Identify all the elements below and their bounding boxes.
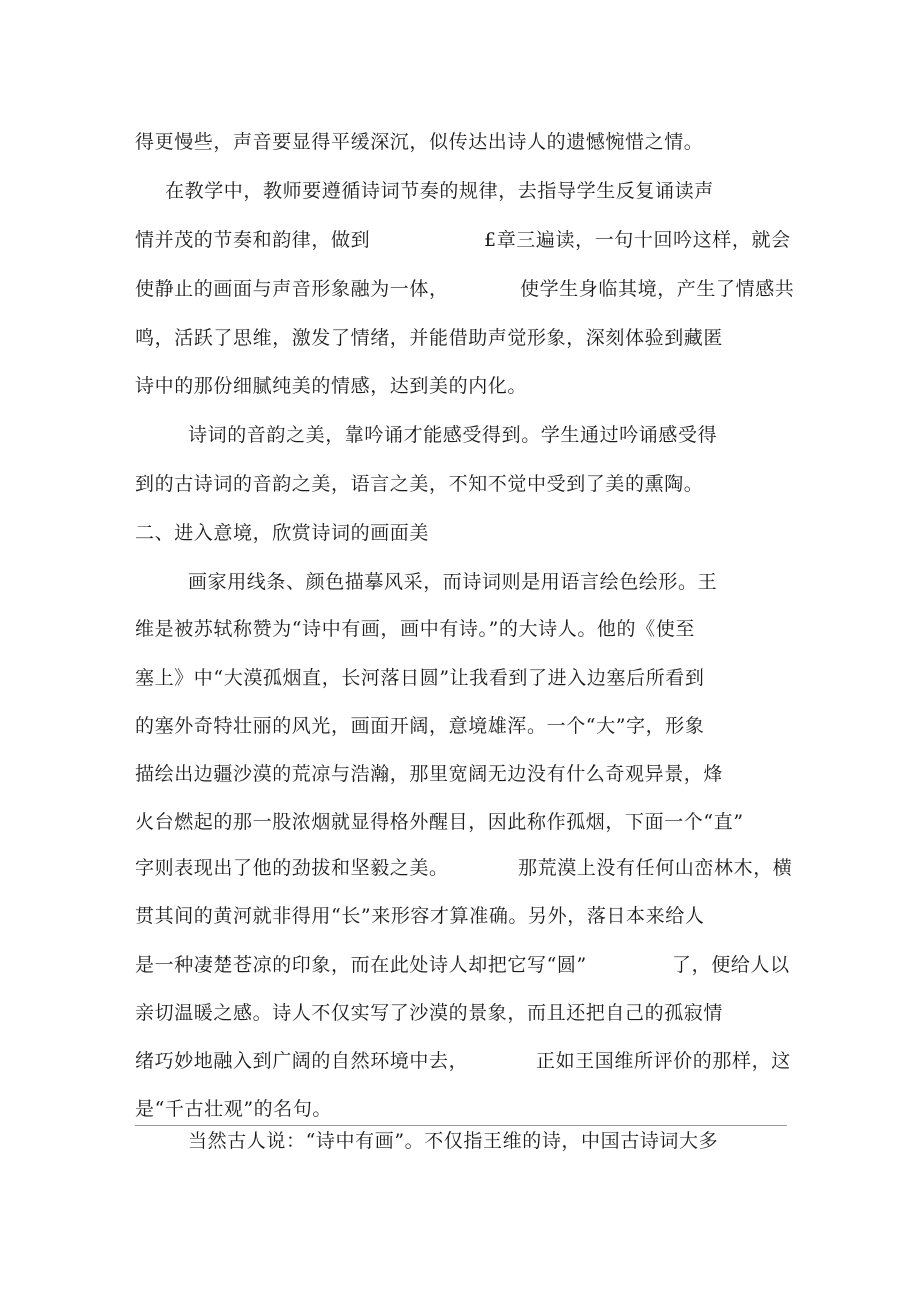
text-line-6 (135, 374, 527, 398)
text-segment: 的塞外奇特壮丽的风光，画面开阔，意境雄浑。一个“大”字，形象 (135, 715, 705, 737)
text-segment: 使学生身临其境，产生了情感共 (520, 278, 795, 300)
text-line-21 (135, 1097, 332, 1121)
text-line-16 (135, 856, 449, 880)
text-segment: 诗中的那份细腻纯美的情感，达到美的内化。 (135, 375, 528, 397)
text-line-20-cont (536, 1049, 791, 1073)
text-segment: 画家用线条、颜色描摹风采，而诗词则是用语言绘色绘形。王 (188, 571, 718, 593)
text-segment: 火台燃起的那一股浓烟就显得格外醒目，因此称作孤烟，下面一个“直” (135, 811, 744, 833)
text-segment: 是“千古壮观”的名句。 (135, 1098, 333, 1120)
text-segment: 了，便给人以 (672, 954, 790, 976)
text-segment: 维是被苏轼称赞为“诗中有画，画中有诗。”的大诗人。他的《使至 (135, 618, 695, 640)
text-segment: 诗词的音韵之美，靠吟诵才能感受得到。学生通过吟诵感受得 (188, 424, 718, 446)
text-line-2 (165, 179, 714, 203)
text-line-11 (135, 617, 695, 641)
text-segment: 二、进入意境，欣赏诗词的画面美 (135, 522, 430, 544)
text-segment: 得更慢些，声音要显得平缓深沉，似传达出诗人的遗憾惋惜之情。 (135, 131, 704, 153)
text-segment: 那荒漠上没有任何山峦林木，横 (518, 857, 793, 879)
text-line-18 (135, 953, 587, 977)
text-segment: 是一种凄楚苍凉的印象，而在此处诗人却把它写“圆” (135, 954, 587, 976)
text-line-12 (135, 666, 704, 690)
text-line-10 (188, 570, 717, 594)
text-segment: 情并茂的节奏和韵律，做到 (135, 229, 371, 251)
text-segment: 到的古诗词的音韵之美，语言之美，不知不觉中受到了美的熏陶。 (135, 473, 704, 495)
text-line-22 (188, 1129, 718, 1153)
text-segment: 描绘出边疆沙漠的荒凉与浩瀚，那里宽阔无边没有什么奇观异景，烽 (135, 763, 724, 785)
text-segment: 绪巧妙地融入到广阔的自然环境中去， (135, 1050, 469, 1072)
text-segment: 正如王国维所评价的那样，这 (536, 1050, 791, 1072)
text-segment: 鸣，活跃了思维，激发了情绪，并能借助声觉形象，深刻体验到藏匿 (135, 327, 724, 349)
text-line-4 (135, 277, 449, 301)
text-line-16-cont (518, 856, 792, 880)
text-line-4-cont (520, 277, 794, 301)
text-line-19 (135, 1001, 723, 1025)
text-line-8 (135, 472, 703, 496)
text-line-20 (135, 1049, 468, 1073)
text-segment: 在教学中，教师要遵循诗词节奏的规律，去指导学生反复诵读声 (165, 180, 714, 202)
text-segment: 使静止的画面与声音形象融为一体， (135, 278, 449, 300)
text-line-18-cont (672, 953, 790, 977)
text-segment: £章三遍读，一句十回吟这样，就会 (484, 229, 791, 251)
text-line-14 (135, 762, 723, 786)
section-heading (135, 521, 429, 545)
text-line-17 (135, 904, 704, 928)
text-segment: 当然古人说：“诗中有画”。不仅指王维的诗，中国古诗词大多 (188, 1130, 719, 1152)
text-segment: 字则表现出了他的劲拔和坚毅之美。 (135, 857, 449, 879)
text-line-1 (135, 130, 703, 154)
text-line-15 (135, 810, 744, 834)
text-segment: 贯其间的黄河就非得用“长”来形容才算准确。另外，落日本来给人 (135, 905, 705, 927)
text-segment: 塞上》中“大漠孤烟直，长河落日圆”让我看到了进入边塞后所看到 (135, 667, 705, 689)
text-line-3 (135, 228, 370, 252)
horizontal-divider (135, 1125, 787, 1126)
text-line-3-cont (484, 228, 791, 252)
text-line-5 (135, 326, 723, 350)
text-segment: 亲切温暖之感。诗人不仅实写了沙漠的景象，而且还把自己的孤寂情 (135, 1002, 724, 1024)
text-line-7 (188, 423, 717, 447)
text-line-13 (135, 714, 704, 738)
